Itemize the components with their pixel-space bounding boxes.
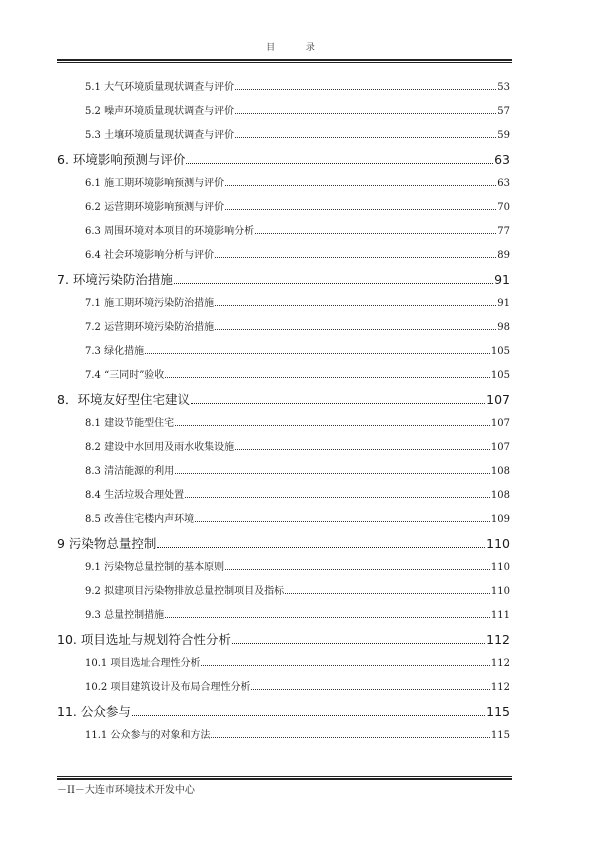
toc-entry-label: 7.1 施工期环境污染防治措施: [85, 298, 215, 309]
toc-leader-dots: [225, 185, 496, 186]
toc-entry-page-number: 112: [490, 658, 510, 669]
toc-entry-page-number: 91: [494, 272, 510, 287]
toc-entry-label: 8.2 建设中水回用及雨水收集设施: [85, 442, 235, 453]
toc-section-entry[interactable]: [85, 198, 510, 213]
toc-leader-dots: [235, 449, 490, 450]
toc-chapter-entry[interactable]: [57, 534, 510, 552]
toc-entry-label: 7. 环境污染防治措施: [57, 272, 173, 287]
toc-entry-page-number: 63: [494, 152, 510, 167]
toc-section-entry[interactable]: [85, 78, 510, 93]
toc-leader-dots: [235, 89, 496, 90]
toc-section-entry[interactable]: [85, 414, 510, 429]
toc-leader-dots: [215, 257, 496, 258]
toc-leader-dots: [225, 569, 490, 570]
toc-section-entry[interactable]: [85, 342, 510, 357]
toc-entry-page-number: 107: [490, 442, 510, 453]
toc-section-entry[interactable]: [85, 654, 510, 669]
toc-entry-label: 6.1 施工期环境影响预测与评价: [85, 178, 225, 189]
toc-section-entry[interactable]: [85, 678, 510, 693]
toc-entry-page-number: 105: [490, 346, 510, 357]
toc-leader-dots: [211, 737, 489, 738]
toc-entry-page-number: 112: [486, 632, 510, 647]
toc-leader-dots: [157, 547, 485, 548]
toc-entry-label: 6.4 社会环境影响分析与评价: [85, 250, 215, 261]
toc-leader-dots: [285, 593, 490, 594]
toc-leader-dots: [186, 163, 493, 164]
toc-chapter-entry[interactable]: [57, 270, 510, 288]
toc-entry-page-number: 111: [490, 610, 510, 621]
toc-section-entry[interactable]: [85, 510, 510, 525]
toc-chapter-entry[interactable]: [57, 150, 510, 168]
toc-entry-label: 10. 项目选址与规划符合性分析: [57, 632, 231, 647]
toc-leader-dots: [195, 521, 490, 522]
toc-section-entry[interactable]: [85, 558, 510, 573]
toc-entry-label: 8.5 改善住宅楼内声环境: [85, 514, 195, 525]
toc-leader-dots: [145, 353, 490, 354]
toc-entry-page-number: 108: [490, 490, 510, 501]
toc-leader-dots: [132, 715, 485, 716]
toc-entry-page-number: 77: [497, 226, 510, 237]
toc-entry-label: 9.2 拟建项目污染物排放总量控制项目及指标: [85, 586, 285, 597]
toc-leader-dots: [235, 137, 496, 138]
toc-entry-page-number: 89: [497, 250, 510, 261]
toc-leader-dots: [215, 305, 496, 306]
toc-entry-label: 9.3 总量控制措施: [85, 610, 165, 621]
toc-entry-page-number: 107: [490, 418, 510, 429]
toc-entry-page-number: 110: [490, 586, 510, 597]
toc-section-entry[interactable]: [85, 222, 510, 237]
toc-chapter-entry[interactable]: [57, 390, 510, 408]
toc-section-entry[interactable]: [85, 174, 510, 189]
toc-entry-label: 10.2 项目建筑设计及布局合理性分析: [85, 682, 251, 693]
toc-entry-page-number: 110: [490, 562, 510, 573]
toc-entry-label: 5.3 土壤环境质量现状调查与评价: [85, 130, 235, 141]
toc-section-entry[interactable]: [85, 438, 510, 453]
toc-leader-dots: [201, 665, 489, 666]
toc-leader-dots: [232, 643, 485, 644]
toc-entry-label: 7.2 运营期环境污染防治措施: [85, 322, 215, 333]
toc-leader-dots: [175, 473, 490, 474]
toc-entry-page-number: 107: [486, 392, 510, 407]
footer-rule: [57, 776, 512, 780]
toc-section-entry[interactable]: [85, 126, 510, 141]
toc-entry-page-number: 98: [497, 322, 510, 333]
page-header-title: 目 录: [266, 43, 329, 53]
toc-chapter-entry[interactable]: [57, 702, 510, 720]
header-rule: [57, 59, 512, 63]
page-footer: －II－大连市环境技术开发中心: [57, 785, 195, 796]
toc-leader-dots: [255, 233, 496, 234]
toc-entry-label: 5.2 噪声环境质量现状调查与评价: [85, 106, 235, 117]
toc-section-entry[interactable]: [85, 726, 510, 741]
toc-entry-label: 8.1 建设节能型住宅: [85, 418, 175, 429]
toc-entry-label: 6.3 周围环境对本项目的环境影响分析: [85, 226, 255, 237]
toc-entry-page-number: 91: [497, 298, 510, 309]
toc-leader-dots: [225, 209, 496, 210]
toc-leader-dots: [165, 377, 490, 378]
toc-section-entry[interactable]: [85, 366, 510, 381]
toc-entry-label: 5.1 大气环境质量现状调查与评价: [85, 82, 235, 93]
toc-section-entry[interactable]: [85, 246, 510, 261]
toc-leader-dots: [165, 617, 490, 618]
toc-entry-page-number: 105: [490, 370, 510, 381]
toc-entry-label: 7.3 绿化措施: [85, 346, 145, 357]
toc-entry-page-number: 112: [490, 682, 510, 693]
toc-leader-dots: [175, 425, 490, 426]
toc-entry-label: 6.2 运营期环境影响预测与评价: [85, 202, 225, 213]
toc-entry-label: 8.4 生活垃圾合理处置: [85, 490, 185, 501]
toc-leader-dots: [191, 403, 485, 404]
toc-entry-page-number: 108: [490, 466, 510, 477]
toc-chapter-entry[interactable]: [57, 630, 510, 648]
toc-leader-dots: [251, 689, 489, 690]
toc-entry-label: 7.4 “三同时”验收: [85, 370, 165, 381]
toc-entry-label: 10.1 项目选址合理性分析: [85, 658, 201, 669]
toc-leader-dots: [215, 329, 496, 330]
toc-entry-page-number: 63: [497, 178, 510, 189]
toc-entry-label: 11. 公众参与: [57, 704, 131, 719]
toc-entry-label: 9 污染物总量控制: [57, 536, 157, 551]
toc-entry-label: 8．环境友好型住宅建议: [57, 392, 190, 407]
toc-leader-dots: [185, 497, 490, 498]
toc-section-entry[interactable]: [85, 294, 510, 309]
toc-entry-label: 9.1 污染物总量控制的基本原则: [85, 562, 225, 573]
toc-entry-page-number: 57: [497, 106, 510, 117]
toc-entry-page-number: 109: [490, 514, 510, 525]
toc-section-entry[interactable]: [85, 486, 510, 501]
toc-entry-page-number: 115: [490, 730, 510, 741]
toc-entry-page-number: 115: [486, 704, 510, 719]
toc-entry-page-number: 70: [497, 202, 510, 213]
toc-section-entry[interactable]: [85, 582, 510, 597]
toc-entry-page-number: 110: [486, 536, 510, 551]
toc-entry-page-number: 53: [497, 82, 510, 93]
toc-section-entry[interactable]: [85, 606, 510, 621]
toc-leader-dots: [235, 113, 496, 114]
toc-leader-dots: [174, 283, 493, 284]
toc-entry-page-number: 59: [497, 130, 510, 141]
toc-entry-label: 6. 环境影响预测与评价: [57, 152, 186, 167]
toc-section-entry[interactable]: [85, 102, 510, 117]
toc-section-entry[interactable]: [85, 318, 510, 333]
toc-section-entry[interactable]: [85, 462, 510, 477]
toc-entry-label: 8.3 清洁能源的利用: [85, 466, 175, 477]
toc-entry-label: 11.1 公众参与的对象和方法: [85, 730, 211, 741]
